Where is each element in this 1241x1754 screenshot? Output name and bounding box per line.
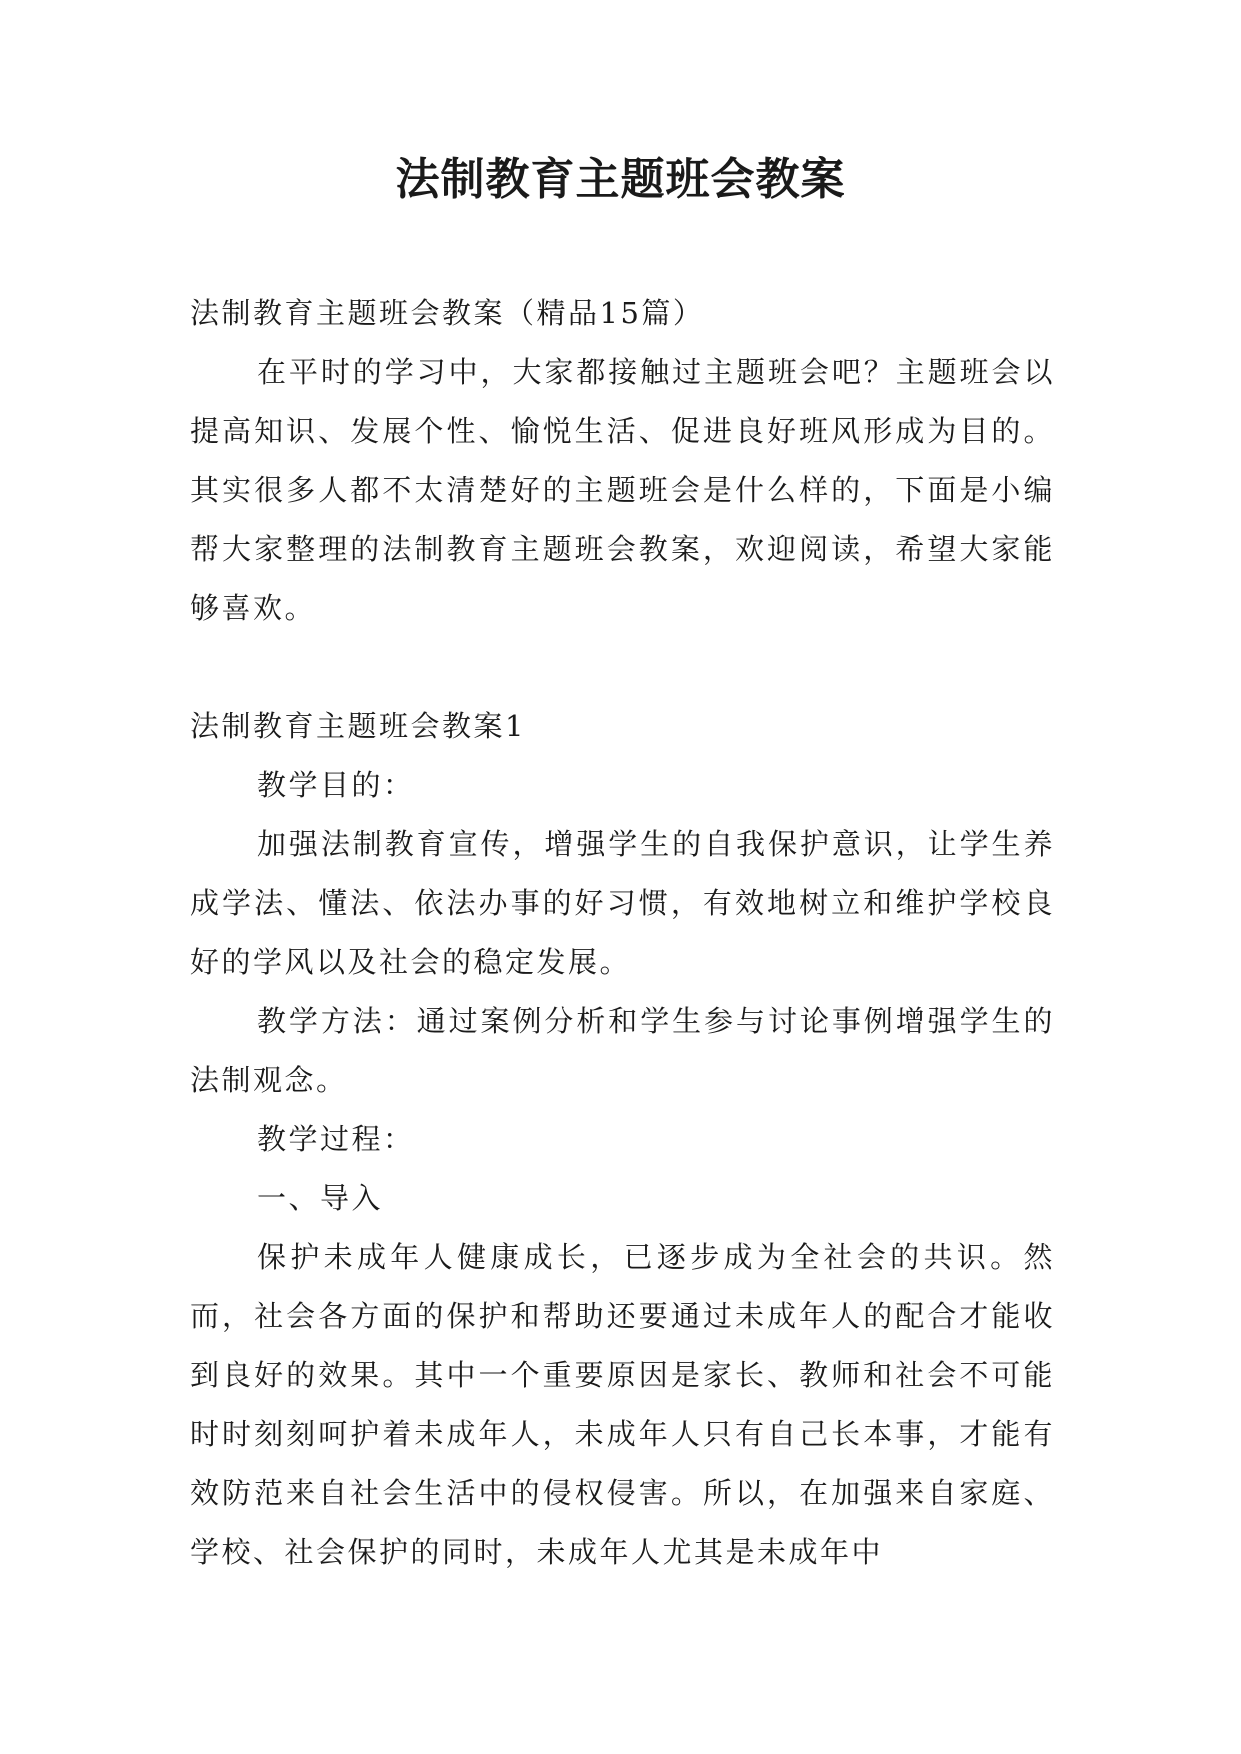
document-title: 法制教育主题班会教案 bbox=[395, 154, 846, 205]
teaching-goal-paragraph: 加强法制教育宣传，增强学生的自我保护意识，让学生养成学法、懂法、依法办事的好习惯，有效地树立和维护学校良好的学风以及社会的稳定发展。 bbox=[190, 827, 1055, 979]
step-heading-intro: 一、导入 bbox=[257, 1181, 384, 1215]
teaching-process-label: 教学过程： bbox=[257, 1122, 415, 1156]
intro-paragraph: 在平时的学习中，大家都接触过主题班会吧？主题班会以提高知识、发展个性、愉悦生活、促进良好班风形成为目的。其实很多人都不太清楚好的主题班会是什么样的，下面是小编帮大家整理的法制教育主题班会教案，欢迎阅读，希望大家能够喜欢。 bbox=[190, 355, 1055, 625]
document-body bbox=[190, 284, 1055, 1582]
intro-body-paragraph: 保护未成年人健康成长，已逐步成为全社会的共识。然而，社会各方面的保护和帮助还要通过未成年人的配合才能收到良好的效果。其中一个重要原因是家长、教师和社会不可能时时刻刻呵护着未成年人，未成年人只有自己长本事，才能有效防范来自社会生活中的侵权侵害。所以，在加强来自家庭、学校、社会保护的同时，未成年人尤其是未成年中 bbox=[190, 1240, 1055, 1569]
teaching-goal-label: 教学目的： bbox=[257, 768, 415, 802]
teaching-method-paragraph: 教学方法：通过案例分析和学生参与讨论事例增强学生的法制观念。 bbox=[190, 1004, 1055, 1097]
paragraph-spacer bbox=[190, 638, 1055, 697]
subtitle-paragraph: 法制教育主题班会教案（精品15篇） bbox=[190, 296, 705, 330]
section-heading: 法制教育主题班会教案1 bbox=[190, 709, 526, 743]
